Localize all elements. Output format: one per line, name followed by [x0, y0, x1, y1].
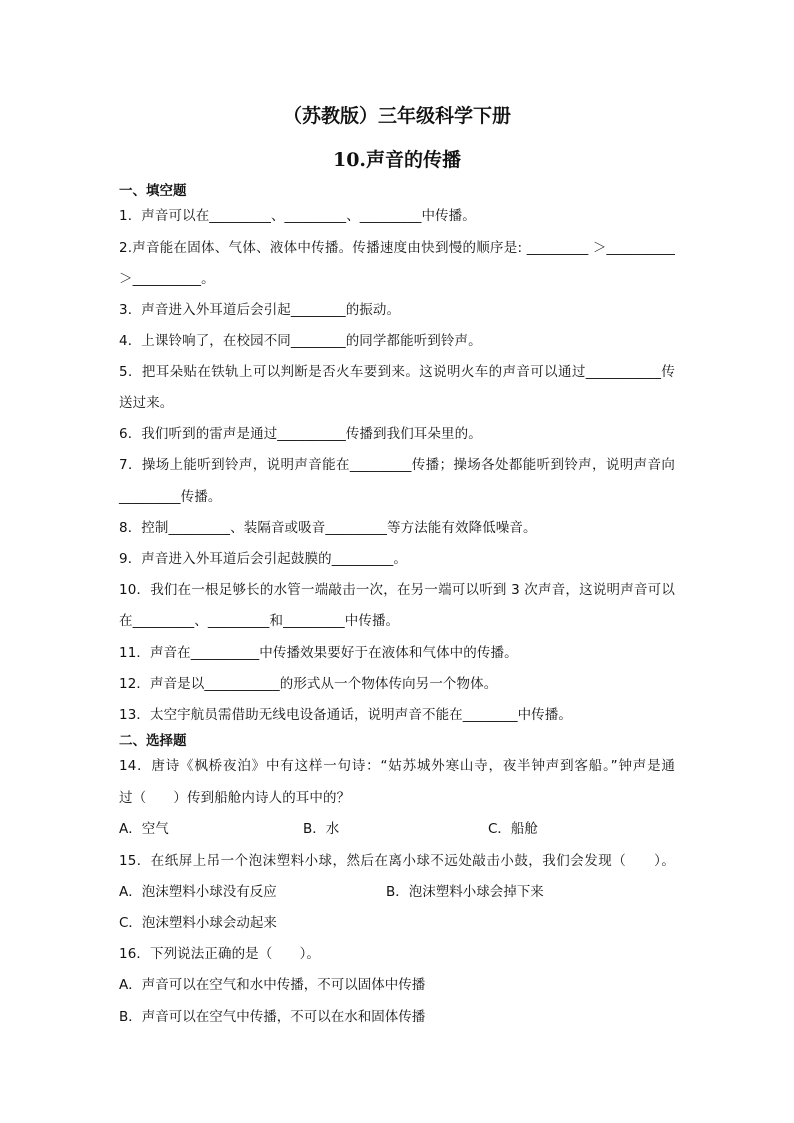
question-12: 12．声音是以___________的形式从一个物体传向另一个物体。 — [119, 676, 498, 692]
document-title: （苏教版）三年级科学下册 — [282, 105, 511, 127]
question-15: 15．在纸屏上吊一个泡沫塑料小球，然后在离小球不远处敲击小鼓，我们会发现（ ）。 — [119, 853, 675, 869]
question-7-line-1: 7．操场上能听到铃声，说明声音能在_________传播；操场各处都能听到铃声，说明声音向 — [119, 457, 675, 473]
question-7-line-2: _________传播。 — [119, 489, 222, 505]
question-2-line-2: ＞__________。 — [119, 271, 215, 287]
question-6: 6．我们听到的雷声是通过__________传播到我们耳朵里的。 — [119, 426, 482, 442]
q14-option-c: C．船舱 — [488, 821, 538, 837]
q15-option-b: B．泡沫塑料小球会掉下来 — [386, 884, 544, 900]
lesson-title: 10.声音的传播 — [332, 149, 462, 171]
question-16: 16．下列说法正确的是（ ）。 — [119, 946, 321, 962]
question-14-line-1: 14．唐诗《枫桥夜泊》中有这样一句诗：“姑苏城外寒山寺，夜半钟声到客船。”钟声是通 — [119, 758, 675, 774]
q15-option-c: C．泡沫塑料小球会动起来 — [119, 915, 277, 931]
question-3: 3．声音进入外耳道后会引起________的振动。 — [119, 302, 401, 318]
question-14-line-2: 过（ ）传到船舱内诗人的耳中的？ — [119, 790, 351, 806]
question-13: 13．太空宇航员需借助无线电设备通话，说明声音不能在________中传播。 — [119, 707, 572, 723]
q16-option-a: A．声音可以在空气和水中传播，不可以固体中传播 — [119, 977, 426, 993]
question-4: 4．上课铃响了，在校园不同________的同学都能听到铃声。 — [119, 333, 482, 349]
q16-option-b: B．声音可以在空气中传播，不可以在水和固体传播 — [119, 1009, 426, 1025]
question-2-line-1: 2.声音能在固体、气体、液体中传播。传播速度由快到慢的顺序是: _________ ＞__________ — [119, 240, 675, 256]
question-5-line-1: 5．把耳朵贴在铁轨上可以判断是否火车要到来。这说明火车的声音可以通过___________传 — [119, 364, 675, 380]
question-5-line-2: 送过来。 — [119, 395, 174, 411]
q14-option-a: A．空气 — [119, 821, 169, 837]
q15-option-a: A．泡沫塑料小球没有反应 — [119, 884, 277, 900]
question-1: 1．声音可以在_________、_________、_________中传播。 — [119, 208, 476, 224]
question-10-line-2: 在_________、_________和_________中传播。 — [119, 613, 400, 629]
question-10-line-1: 10．我们在一根足够长的水管一端敲击一次，在另一端可以听到 3 次声音，这说明声音可以 — [119, 582, 675, 598]
question-11: 11．声音在__________中传播效果要好于在液体和气体中的传播。 — [119, 645, 518, 661]
question-9: 9．声音进入外耳道后会引起鼓膜的_________。 — [119, 551, 407, 567]
q14-option-b: B．水 — [303, 821, 340, 837]
question-8: 8．控制_________、装隔音或吸音_________等方法能有效降低噪音。 — [119, 520, 537, 536]
section-heading-multiple-choice: 二、选择题 — [119, 733, 187, 749]
section-heading-fill-blank: 一、填空题 — [119, 183, 187, 199]
